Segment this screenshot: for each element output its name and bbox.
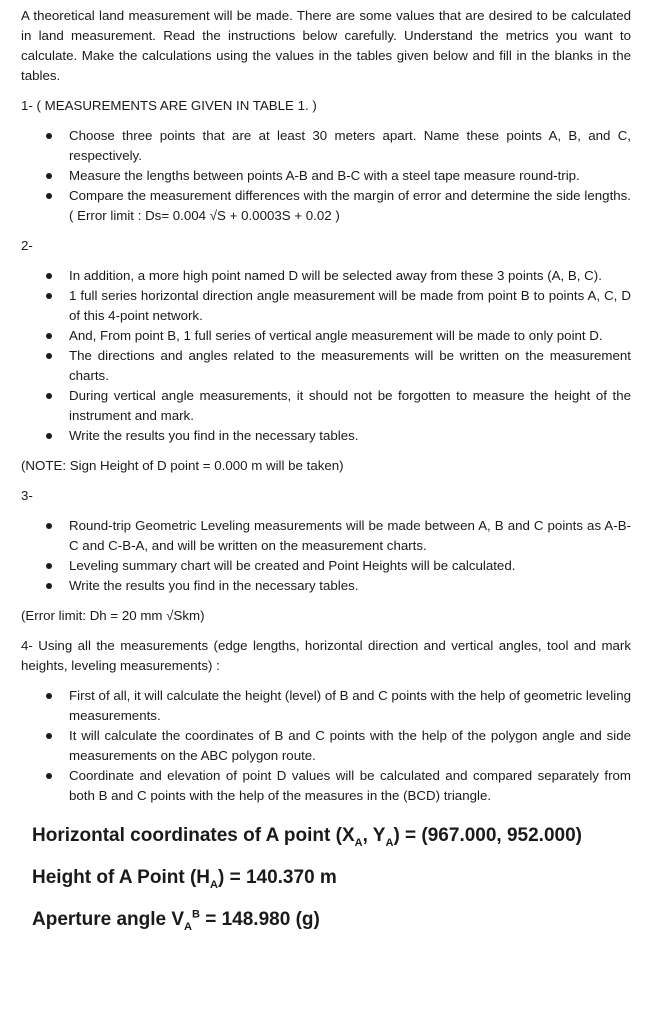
list-item: First of all, it will calculate the height (level) of B and C points with the help of geometric leveling measurements. <box>21 686 631 726</box>
section-3-list <box>21 516 631 596</box>
a-point-coordinates: Horizontal coordinates of A point ($X_A$, $Y_A) = (967.000$, 952.000) <box>32 825 582 849</box>
a-point-height: Height of A Point $(H_A) = 140.370$ m <box>32 867 337 891</box>
list-item: Compare the measurement differences with the margin of error and determine the side lengths. ( Error limit : Ds= 0.004 √S + 0.0003S + 0.02 ) <box>21 186 631 226</box>
list-item: 1 full series horizontal direction angle measurement will be made from point B to points A, C, D of this 4-point network. <box>21 286 631 326</box>
bullet-icon <box>46 293 52 299</box>
list-item: During vertical angle measurements, it should not be forgotten to measure the height of the instrument and mark. <box>21 386 631 426</box>
bullet-icon <box>46 173 52 179</box>
bullet-icon <box>46 193 52 199</box>
list-item: Round-trip Geometric Leveling measurements will be made between A, B and C points as A-B-C and C-B-A, and will be written on the measurement charts. <box>21 516 631 556</box>
list-item: The directions and angles related to the measurements will be written on the measurement charts. <box>21 346 631 386</box>
bullet-icon <box>46 273 52 279</box>
section-4-list <box>21 686 631 806</box>
bullet-icon <box>46 733 52 739</box>
section-1-list <box>21 126 631 226</box>
section-3-heading: 3- <box>21 488 33 503</box>
list-item: Choose three points that are at least 30 meters apart. Name these points A, B, and C, respectively. <box>21 126 631 166</box>
bullet-icon <box>46 523 52 529</box>
aperture-angle: Aperture angle $V_A^B = 148.980$ (g) <box>32 908 320 933</box>
bullet-icon <box>46 433 52 439</box>
list-item: Leveling summary chart will be created and Point Heights will be calculated. <box>21 556 631 576</box>
list-item: It will calculate the coordinates of B and C points with the help of the polygon angle and side measurements on the ABC polygon route. <box>21 726 631 766</box>
section-1-heading: 1- ( MEASUREMENTS ARE GIVEN IN TABLE 1. ) <box>21 98 317 113</box>
list-item: Coordinate and elevation of point D values will be calculated and compared separately from both B and C points with the help of the measures in the (BCD) triangle. <box>21 766 631 806</box>
bullet-icon <box>46 393 52 399</box>
bullet-icon <box>46 333 52 339</box>
section-2-list <box>21 266 631 446</box>
intro-paragraph: A theoretical land measurement will be made. There are some values that are desired to be calculated in land measurement. Read the instructions below carefully. Understand the metrics you want to calculate. Make the calculations using the values in the tables given below and fill in the blanks in the tables. <box>21 8 631 83</box>
bullet-icon <box>46 583 52 589</box>
list-item: Write the results you find in the necessary tables. <box>21 576 631 596</box>
list-item: Write the results you find in the necessary tables. <box>21 426 631 446</box>
section-4-heading: 4- Using all the measurements (edge lengths, horizontal direction and vertical angles, tool and mark heights, leveling measurements) : <box>21 638 631 673</box>
bullet-icon <box>46 353 52 359</box>
bullet-icon <box>46 773 52 779</box>
section-2-note: (NOTE: Sign Height of D point = 0.000 m will be taken) <box>21 458 344 473</box>
list-item: And, From point B, 1 full series of vertical angle measurement will be made to only point D. <box>21 326 631 346</box>
section-3-note: (Error limit: Dh = 20 mm √Skm) <box>21 608 205 623</box>
list-item: In addition, a more high point named D will be selected away from these 3 points (A, B, C). <box>21 266 631 286</box>
list-item: Measure the lengths between points A-B and B-C with a steel tape measure round-trip. <box>21 166 631 186</box>
bullet-icon <box>46 563 52 569</box>
section-2-heading: 2- <box>21 238 33 253</box>
bullet-icon <box>46 693 52 699</box>
bullet-icon <box>46 133 52 139</box>
